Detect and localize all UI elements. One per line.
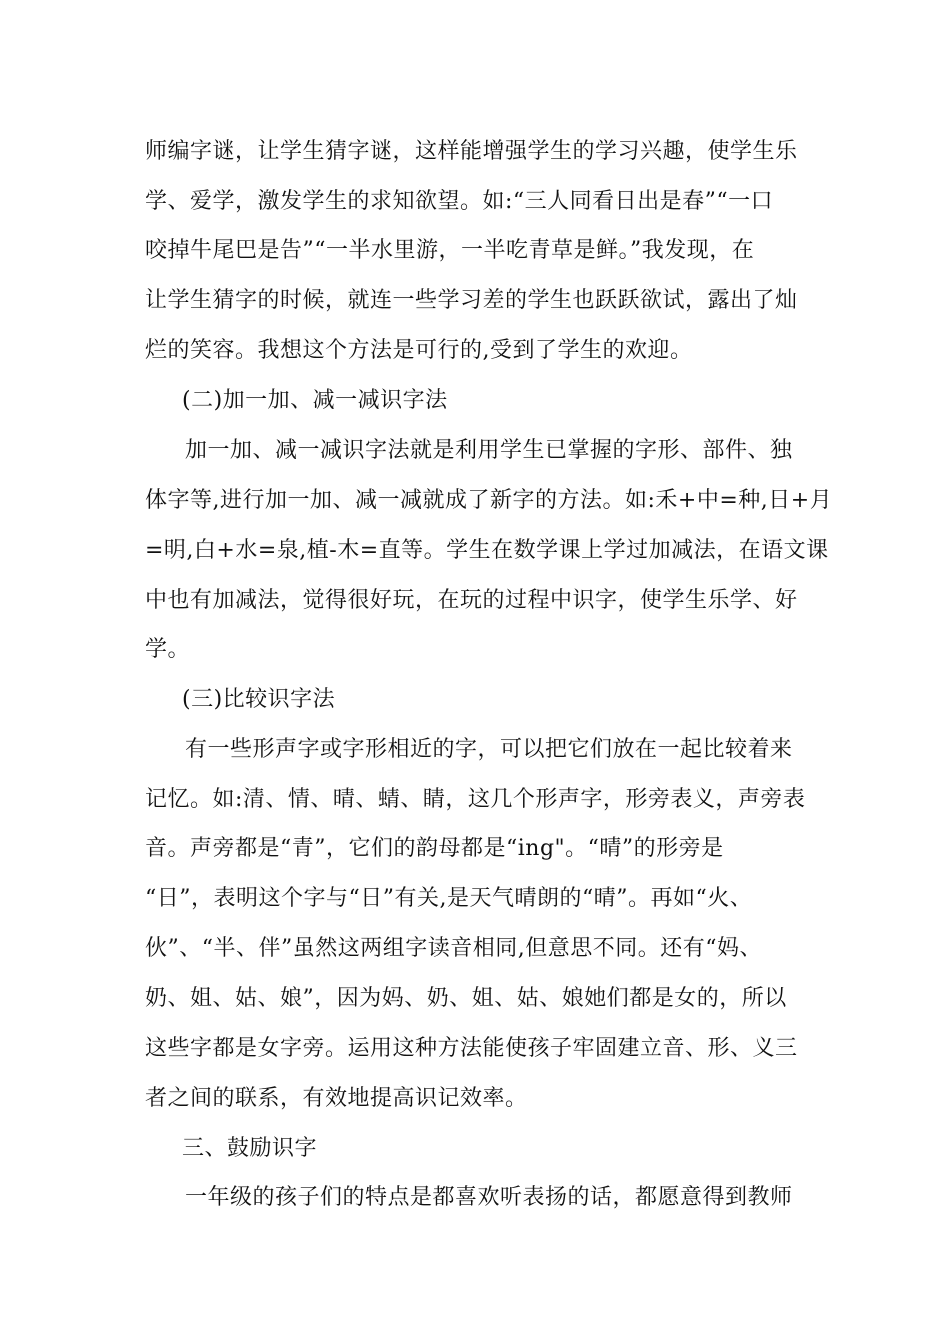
paragraph-line: 体字等,进行加一加、减一减就成了新字的方法。如:禾+中=种,日+月 [145, 488, 833, 513]
paragraph-line: “日”，表明这个字与“日”有关,是天气晴朗的“晴”。再如“火、 [145, 886, 753, 911]
section-heading: 三、鼓励识字 [182, 1136, 318, 1161]
paragraph-line: 者之间的联系，有效地提高识记效率。 [145, 1086, 528, 1111]
paragraph-line: 师编字谜，让学生猜字谜，这样能增强学生的学习兴趣，使学生乐 [145, 139, 798, 164]
paragraph-line: 咬掉牛尾巴是告”“一半水里游，一半吃青草是鲜。”我发现，在 [145, 238, 755, 263]
paragraph-line: 烂的笑容。我想这个方法是可行的,受到了学生的欢迎。 [145, 338, 693, 363]
paragraph-line: 伙”、“半、伴”虽然这两组字读音相同,但意思不同。还有“妈、 [145, 936, 762, 961]
paragraph-line: 加一加、减一减识字法就是利用学生已掌握的字形、部件、独 [185, 438, 793, 463]
paragraph-line: 学、爱学，激发学生的求知欲望。如:“三人同看日出是春”“一口 [145, 189, 774, 214]
paragraph-line: 音。声旁都是“青”，它们的韵母都是“ing"。“晴”的形旁是 [145, 836, 724, 861]
paragraph-line: 有一些形声字或字形相近的字，可以把它们放在一起比较着来 [185, 737, 793, 762]
paragraph-line: =明,白+水=泉,植-木=直等。学生在数学课上学过加减法，在语文课 [145, 538, 829, 563]
paragraph-line: 奶、姐、姑、娘”，因为妈、奶、姐、姑、娘她们都是女的，所以 [145, 986, 787, 1011]
paragraph-line: 记忆。如:清、情、晴、蜻、睛，这几个形声字，形旁表义，声旁表 [145, 787, 806, 812]
paragraph-line: 这些字都是女字旁。运用这种方法能使孩子牢固建立音、形、义三 [145, 1036, 798, 1061]
section-heading: (三)比较识字法 [182, 687, 336, 712]
paragraph-line: 学。 [145, 637, 191, 662]
paragraph-line: 一年级的孩子们的特点是都喜欢听表扬的话，都愿意得到教师 [185, 1185, 793, 1210]
paragraph-line: 中也有加减法，觉得很好玩，在玩的过程中识字，使学生乐学、好 [145, 588, 798, 613]
paragraph-line: 让学生猜字的时候，就连一些学习差的学生也跃跃欲试，露出了灿 [145, 288, 798, 313]
section-heading: (二)加一加、减一减识字法 [182, 388, 448, 413]
